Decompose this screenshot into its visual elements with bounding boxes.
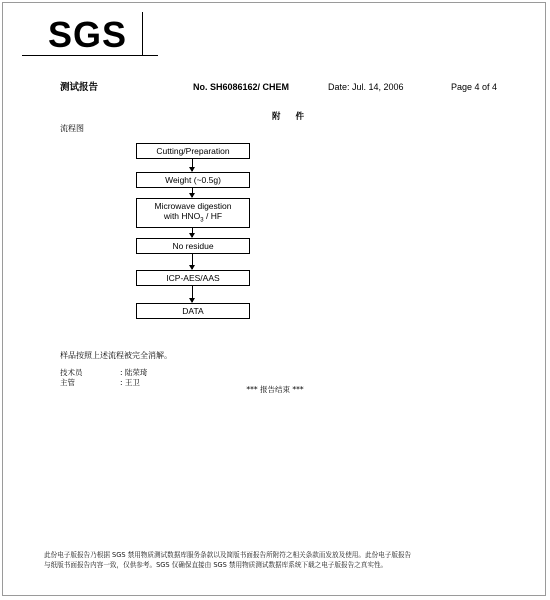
flow-arrow [192,286,193,302]
flow-step-digestion-line2: with $HNO_3$ / HF [163,211,223,224]
flow-step-no-residue: No residue [136,238,250,254]
logo-underline [22,55,158,56]
page-number: Page 4 of 4 [451,82,498,92]
footer-line: 此份电子版报告乃根据 SGS 禁用物质测试数据库服务条款以及简版书面报告所附符之相关条款而发放及使用。此份电子版报告 [44,551,412,559]
flow-step-data: DATA [136,303,250,319]
report-title: 测试报告 [60,82,99,93]
flowchart-label: 流程图 [60,124,84,133]
flow-arrow [192,254,193,269]
flow-step-weight: Weight (~0.5g) [136,172,250,188]
footer-line: 与纸版书面报告内容一致，仅供参考。SGS 仅确保直接由 SGS 禁用物质测试数据库系统下载之电子版报告之真实性。 [44,560,388,569]
flow-step-digestion-line1: Microwave digestion [154,200,232,211]
flow-step-digestion [136,198,250,228]
digestion-note: 样品按照上述流程被完全消解。 [60,351,172,360]
signature-role-supervisor: 主管 [60,378,75,387]
logo-divider [142,12,143,56]
report-number: No. SH6086162/ CHEM [193,82,290,92]
flow-step-cutting: Cutting/Preparation [136,143,250,159]
flow-step-icp: ICP-AES/AAS [136,270,250,286]
signature-name-supervisor: : 王卫 [120,378,140,387]
signature-role-technician: 技术员 [60,368,83,377]
signature-name-technician: : 陆荣琦 [120,368,148,377]
annex-heading: 附 件 [272,112,310,122]
footer-disclaimer [44,551,514,570]
end-of-report: *** 报告结束 *** [246,385,304,394]
report-date: Date: Jul. 14, 2006 [328,82,404,92]
flow-arrow [192,188,193,197]
flow-arrow [192,228,193,237]
sgs-logo: SGS [48,14,128,55]
flow-arrow [192,159,193,171]
